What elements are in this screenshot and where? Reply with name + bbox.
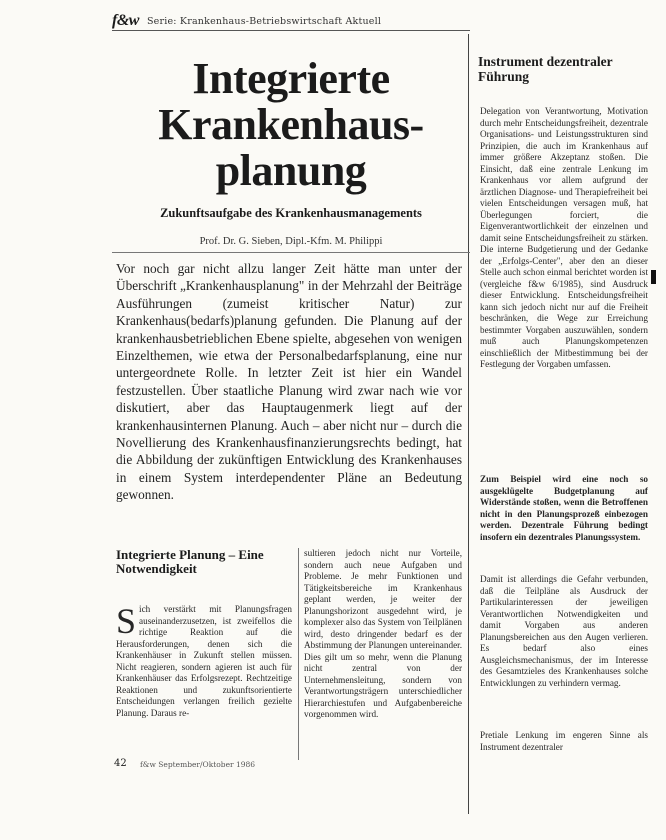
header bbox=[112, 12, 381, 30]
body-column-1-text: ich verstärkt mit Planungsfragen auseinanderzusetzen, ist zweifellos die richtige Reaktion auf die Herausforderungen, denen sich die Krankenhäuser in Zukunft stellen müssen. Nicht reagieren, sondern agieren ist auch für Krankenhäuser das Erfolgsrezept. Rechtzeitige Reaktionen und zukunftsorientierte Entscheidungen verlangen freilich gezielte Planung. Daraus re- bbox=[116, 604, 292, 718]
sidebar-pullquote bbox=[480, 474, 648, 543]
footer-source: f&w September/Oktober 1986 bbox=[140, 760, 256, 769]
body-column-2-text: sultieren jedoch nicht nur Vorteile, sondern auch neue Aufgaben und Probleme. Je mehr Funktionen und Tätigkeitsbereiche im Krankenhaus geplant werden, je weiter der Planungshorizont ausgedehnt wird, je komplexer also das System von Teilplänen wird, desto dringender bedarf es der Abstimmung der Planungen untereinander. Dies gilt um so mehr, wenn die Planung nicht zentral von der Unternehmensleitung, sondern von Verantwortungsträgern unterschiedlicher Hierarchiestufen und Aufgabenbereiche vorgenommen wird. bbox=[304, 548, 462, 719]
column-marker bbox=[651, 270, 656, 284]
title-line-2: Krankenhaus- bbox=[158, 100, 424, 149]
sidebar-paragraph-2 bbox=[480, 574, 648, 689]
sidebar-paragraph-2-text: Damit ist allerdings die Gefahr verbunden, daß die Teilpläne als Ausdruck der Partikularinteressen der jeweiligen Verantwortlichen Notwendigkeiten und damit Vorgaben aus anderen Planungsbereichen aus den Augen verlieren. Es bedarf also eines Ausgleichsmechanismus, der im Interesse des Gesamtzieles des Krankenhauses solche Entwicklungen zu verhindern vermag. bbox=[480, 574, 648, 688]
sidebar-paragraph-1-text: Delegation von Verantwortung, Motivation durch mehr Entscheidungsfreiheit, dezentrale Organisations- und Leistungsstrukturen sind Prinzipien, die auch im Krankenhaus auf immer größere Akzeptanz stoßen. Die Einsicht, daß eine zentrale Lenkung im Krankenhaus vor allem aufgrund der ärztlichen Diagnose- und Therapiefreiheit bei vielen Entscheidungen versagen muß, hat Überlegungen forciert, die Eigenverantwortlichkeit der einzelnen und damit seine Entscheidungsfreiheit zu stärken. Die interne Budgetierung und der Gedanke der „Erfolgs-Center", aber den an dieser Stelle auch schon einmal berichtet worden ist (vergleiche f&w 6/1985), sind Ausdruck dieser Entwicklung. Entscheidungsfreiheit kann sich jedoch nicht nur auf die Freiheit beschränken, die Wege zur Erreichung bestimmter Vorgaben auszuwählen, sondern muß auch Planungskompetenzen einschließlich der Mitbestimmung bei der Festlegung der Vorgaben umfassen. bbox=[480, 106, 648, 369]
title-line-3: planung bbox=[215, 146, 367, 195]
inner-column-divider bbox=[298, 548, 299, 760]
sidebar-paragraph-3-text: Pretiale Lenkung im engeren Sinne als Instrument dezentraler bbox=[480, 730, 648, 752]
article-title bbox=[112, 56, 470, 194]
sidebar-paragraph-3 bbox=[480, 730, 648, 753]
drop-cap: S bbox=[116, 601, 137, 641]
author-rule bbox=[112, 252, 470, 253]
sidebar-paragraph-1 bbox=[480, 106, 648, 371]
lead-paragraph: Vor noch gar nicht allzu langer Zeit hätte man unter der Überschrift „Krankenhausplanung" in der Mehrzahl der Beiträge Ausführungen (zumeist kritischer Natur) zur Krankenhaus(bedarfs)planung gefunden. Die Planung auf der krankenhausbetrieblichen Ebene spielte, abgesehen von wenigen Einzelthemen, wie etwa der Personalbedarfsplanung, eine nur untergeordnete Rolle. In letzter Zeit ist hier ein Wandel festzustellen. Über staatliche Planung wird zwar nach wie vor diskutiert, aber das Hauptaugenmerk liegt auf der krankenhausinternen Planung. Auch – aber nicht nur – durch die Novellierung des Krankenhausfinanzierungsrechts bedingt, hat die Abbildung der zukünftigen Entwicklung des Krankenhauses in einem System interdependenter Pläne an Bedeutung gewonnen. bbox=[116, 261, 462, 503]
page-number: 42 bbox=[114, 758, 127, 769]
author-line: Prof. Dr. G. Sieben, Dipl.-Kfm. M. Philippi bbox=[199, 236, 383, 247]
series-label: Serie: Krankenhaus-Betriebswirtschaft Aktuell bbox=[146, 15, 382, 27]
header-rule bbox=[112, 30, 470, 31]
title-line-1: Integrierte bbox=[192, 54, 390, 103]
sidebar-pullquote-text: Zum Beispiel wird eine noch so ausgeklügelte Budgetplanung auf Widerstände stoßen, wenn die Betroffenen nicht in den Planungsprozeß einbezogen werden. Dezentrale Führung bedingt insofern ein dezentrales Planungssystem. bbox=[480, 474, 648, 542]
section-heading: Integrierte Planung – Eine Notwendigkeit bbox=[116, 547, 264, 576]
body-column-1 bbox=[116, 601, 292, 719]
body-column-2 bbox=[304, 548, 462, 721]
sidebar-heading: Instrument dezentraler Führung bbox=[478, 54, 613, 84]
article-subtitle: Zukunftsaufgabe des Krankenhausmanagements bbox=[160, 206, 422, 220]
journal-logo: f&w bbox=[112, 12, 139, 29]
